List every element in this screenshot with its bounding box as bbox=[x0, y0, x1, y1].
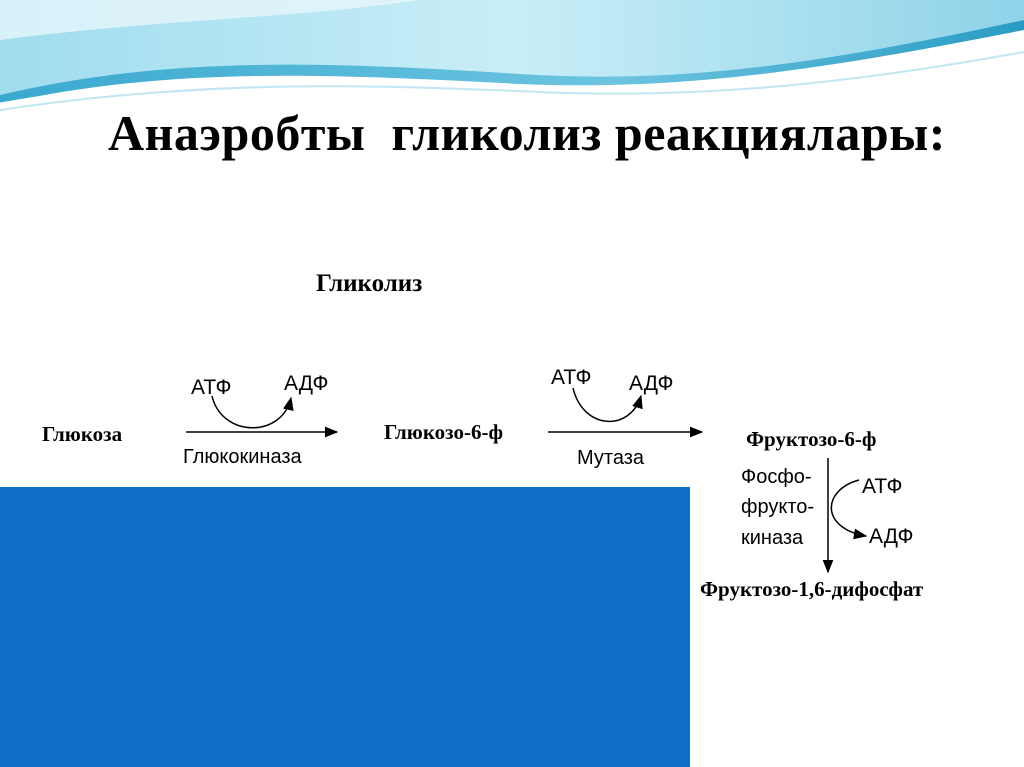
slide-title: Анаэробты гликолиз реакциялары: bbox=[108, 105, 946, 161]
molecule-fructose-1-6-bisphosphate: Фруктозо-1,6-дифосфат bbox=[700, 577, 924, 601]
step3-atp-label: АТФ bbox=[862, 475, 903, 498]
step3-enzyme-line1: Фосфо- bbox=[741, 466, 812, 488]
step3-cofactor-arrow bbox=[831, 480, 866, 536]
scheme-title: Гликолиз bbox=[316, 270, 423, 297]
step2-enzyme-label: Мутаза bbox=[577, 447, 645, 469]
step3-adp-label: АДФ bbox=[869, 525, 914, 548]
step1-atp-label: АТФ bbox=[191, 376, 232, 399]
molecule-fructose-6-phosphate: Фруктозо-6-ф bbox=[746, 427, 877, 451]
step1-adp-label: АДФ bbox=[284, 372, 329, 395]
molecule-glucose-6-phosphate: Глюкозо-6-ф bbox=[384, 420, 503, 444]
step3-enzyme-line3: киназа bbox=[741, 527, 804, 549]
step1-cofactor-arrow bbox=[212, 396, 291, 428]
step3-enzyme-line2: фрукто- bbox=[741, 496, 815, 518]
molecule-glucose: Глюкоза bbox=[42, 422, 123, 446]
step1-enzyme-label: Глюкокиназа bbox=[183, 446, 302, 468]
blue-panel bbox=[0, 487, 690, 767]
step2-atp-label: АТФ bbox=[551, 366, 592, 389]
header-wave-decoration bbox=[0, 0, 1024, 120]
step2-adp-label: АДФ bbox=[629, 372, 674, 395]
